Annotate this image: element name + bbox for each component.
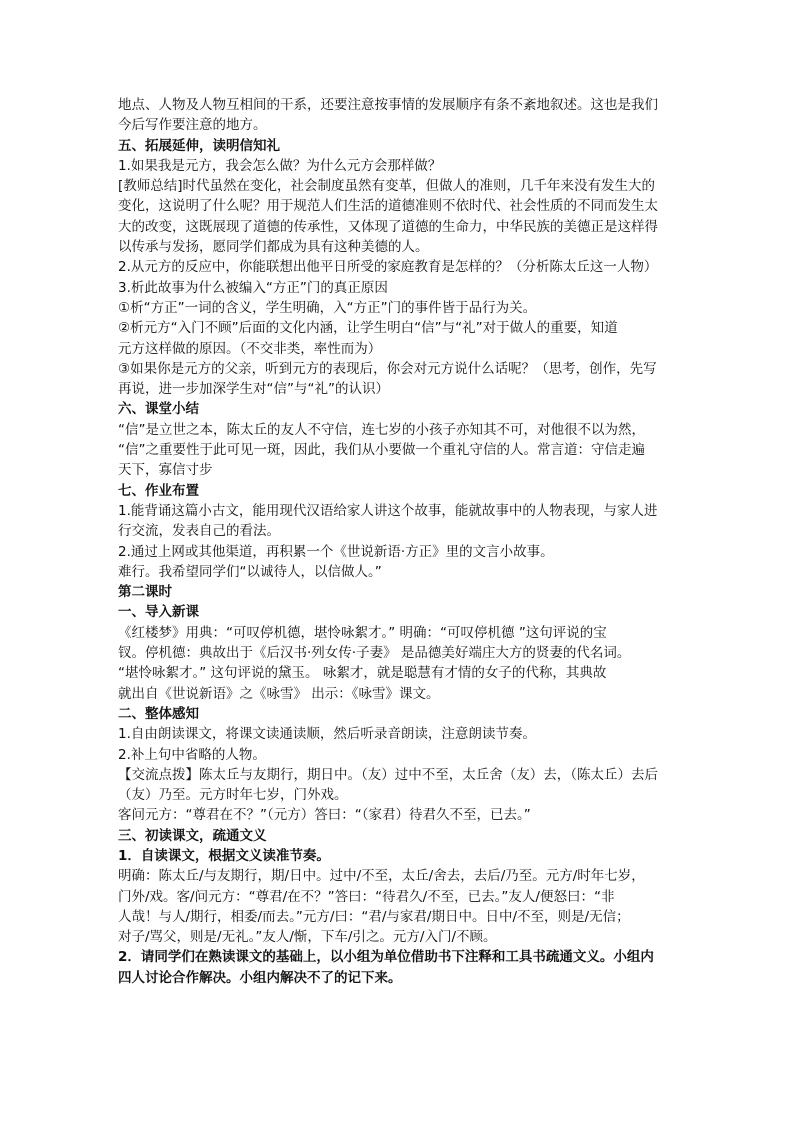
body-text-line: [教师总结]时代虽然在变化，社会制度虽然有变革，但做人的准则，几千年来没有发生大的	[118, 178, 656, 195]
body-text-line: 行交流，发表自己的看法。	[118, 523, 280, 540]
section-heading: 2．请同学们在熟读课文的基础上，以小组为单位借助书下注释和工具书疏通文义。小组内	[118, 949, 654, 966]
section-heading: 1．自读课文，根据文义读准节奏。	[118, 847, 330, 864]
section-heading: 七、作业布置	[118, 482, 199, 499]
body-text-line: “堪怜咏絮才。” 这句评说的黛玉。 咏絮才，就是聪慧有才情的女子的代称，其典故	[118, 665, 607, 682]
body-text-line: 1.如果我是元方，我会怎么做？为什么元方会那样做？	[118, 157, 442, 174]
body-text-line: 客问元方：“尊君在不？”（元方）答曰：“（家君）待君久不至，已去。”	[118, 807, 531, 824]
body-text-line: 天下，寡信寸步	[118, 462, 213, 479]
body-text-line: 【交流点拨】陈太丘与友期行，期日中。（友）过中不至，太丘舍（友）去，（陈太丘）去后	[118, 766, 658, 783]
body-text-line: 2.补上句中省略的人物。	[118, 746, 266, 763]
body-text-line: 门外/戏。客/问元方：“尊君/在不？”答曰：“待君久/不至，已去。”友人/便怒曰：“非	[118, 888, 615, 905]
body-text-line: 今后写作要注意的地方。	[118, 117, 267, 134]
body-text-line: ③如果你是元方的父亲，听到元方的表现后，你会对元方说什么话呢？（思考，创作，先写	[118, 360, 657, 377]
body-text-line: 就出自《世说新语》之《咏雪》 出示：《咏雪》课文。	[118, 685, 440, 702]
body-text-line: ①析“方正”一词的含义，学生明确，入“方正”门的事件皆于品行为关。	[118, 299, 537, 316]
body-text-line: ②析元方“入门不顾”后面的文化内涵，让学生明白“信”与“礼”对于做人的重要，知道	[118, 320, 618, 337]
body-text-line: 大的改变，这既展现了道德的传承性，又体现了道德的生命力，中华民族的美德正是这样得	[118, 218, 658, 235]
body-text-line: 再说，进一步加深学生对“信”与“礼”的认识）	[118, 381, 389, 398]
body-text-line: （友）乃至。元方时年七岁，门外戏。	[118, 787, 348, 804]
section-heading: 三、初读课文，疏通文义	[118, 827, 267, 844]
section-heading: 四人讨论合作解决。小组内解决不了的记下来。	[118, 969, 402, 986]
body-text-line: 1.自由朗读课文，将课文读通读顺，然后听录音朗读，注意朗读节奏。	[118, 726, 536, 743]
body-text-line: 1.能背诵这篇小古文，能用现代汉语给家人讲这个故事，能就故事中的人物表现，与家人进	[118, 502, 658, 519]
body-text-line: 人哉！与人/期行，相委/而去。”元方/曰：“君/与家君/期日中。日中/不至，则是/无信；	[118, 908, 630, 925]
section-heading: 一、导入新课	[118, 604, 199, 621]
body-text-line: 明确：陈太丘/与友期行，期/日中。过中/不至，太丘/舍去，去后/乃至。元方/时年七岁，	[118, 868, 645, 885]
body-text-line: 元方这样做的原因。（不交非类，率性而为）	[118, 340, 382, 357]
section-heading: 第二课时	[118, 584, 172, 601]
body-text-line: 2.从元方的反应中，你能联想出他平日所受的家庭教育是怎样的？（分析陈太丘这一人物）	[118, 259, 658, 276]
body-text-line: 变化，这说明了什么呢？用于规范人们生活的道德准则不依时代、社会性质的不同而发生太	[118, 198, 658, 215]
body-text-line: 难行。我希望同学们“以诚待人，以信做人。”	[118, 563, 382, 580]
body-text-line: 《红楼梦》用典：“可叹停机德，堪怜咏絮才。” 明确：“可叹停机德 ”这句评说的宝	[118, 624, 607, 641]
body-text-line: “信”是立世之本，陈太丘的友人不守信，连七岁的小孩子亦知其不可，对他很不以为然，	[118, 421, 645, 438]
body-text-line: “信”之重要性于此可见一斑，因此，我们从小要做一个重礼守信的人。常言道：守信走遍	[118, 442, 645, 459]
body-text-line: 2.通过上网或其他渠道，再积累一个《世说新语·方正》里的文言小故事。	[118, 543, 554, 560]
body-text-line: 地点、人物及人物互相间的干系，还要注意按事情的发展顺序有条不紊地叙述。这也是我们	[118, 97, 658, 113]
section-heading: 五、拓展延伸，读明信知礼	[118, 137, 280, 154]
body-text-line: 以传承与发扬，愿同学们都成为具有这种美德的人。	[118, 239, 429, 256]
body-text-line: 3.析此故事为什么被编入“方正”门的真正原因	[118, 279, 388, 296]
section-heading: 六、课堂小结	[118, 401, 199, 418]
body-text-line: 对子/骂父，则是/无礼。”友人/惭，下车/引之。元方/入门/不顾。	[118, 929, 497, 946]
section-heading: 二、整体感知	[118, 705, 199, 722]
document-page	[118, 95, 680, 988]
body-text-line: 钗。停机德：典故出于《后汉书·列女传·子妻》 是品德美好端庄大方的贤妻的代名词。	[118, 645, 631, 662]
